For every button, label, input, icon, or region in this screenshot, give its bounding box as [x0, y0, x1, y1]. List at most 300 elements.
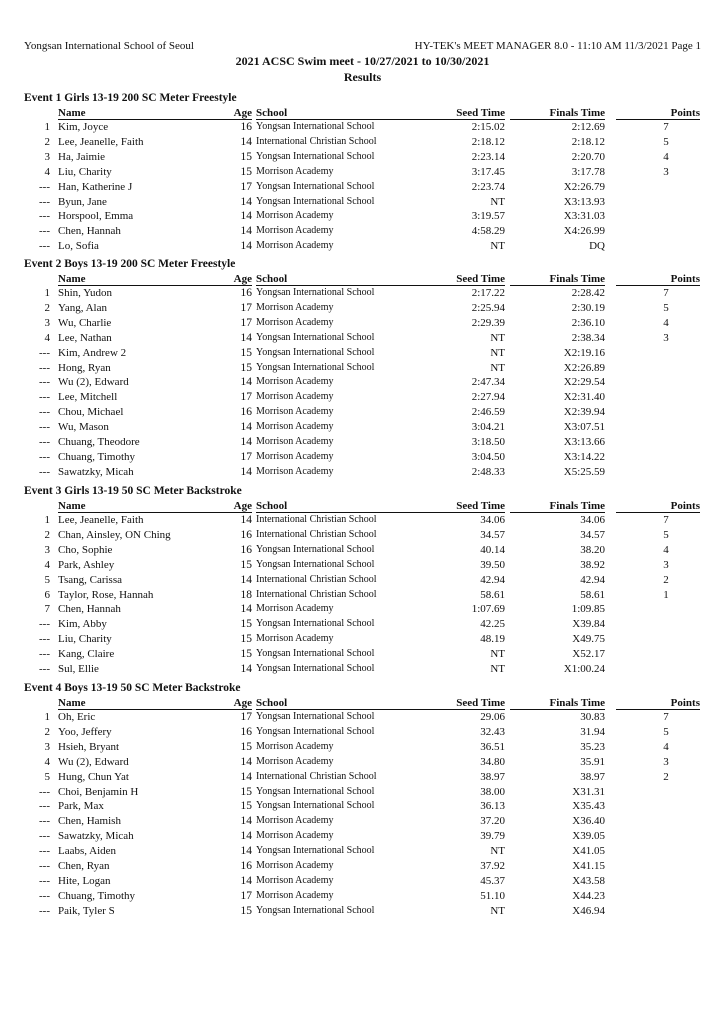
seed-time: 37.92: [480, 860, 505, 872]
result-row: [24, 603, 704, 618]
swimmer-age: 18: [240, 588, 252, 601]
finals-time: X41.05: [572, 845, 605, 858]
col-header-points: Points: [616, 273, 700, 286]
column-header-row: [24, 107, 704, 120]
swimmer-school: Morrison Academy: [256, 316, 334, 328]
finals-time: X39.84: [572, 618, 605, 631]
finals-time: X3:13.93: [563, 195, 605, 208]
points-cell: 3: [663, 755, 669, 768]
software-stamp: HY-TEK's MEET MANAGER 8.0 - 11:10 AM 11/3/2021 Page 1: [414, 40, 701, 52]
swimmer-age: 14: [240, 331, 252, 344]
swimmer-name: Wu (2), Edward: [58, 755, 129, 768]
swimmer-age: 17: [240, 889, 252, 902]
place-cell: ---: [39, 889, 50, 902]
swimmer-school: Morrison Academy: [256, 740, 334, 752]
place-cell: 2: [44, 301, 50, 314]
result-row: [24, 648, 704, 663]
place-cell: ---: [39, 406, 50, 419]
result-row: [24, 181, 704, 196]
swimmer-school: Morrison Academy: [256, 603, 334, 615]
points-cell: 3: [663, 331, 669, 344]
swimmer-name: Hung, Chun Yat: [58, 770, 129, 783]
swimmer-name: Sawatzky, Micah: [58, 830, 134, 843]
col-header-finals-time: Finals Time: [510, 107, 605, 120]
swimmer-school: Yongsan International School: [256, 800, 375, 812]
result-row: [24, 136, 704, 151]
swimmer-name: Hong, Ryan: [58, 361, 111, 374]
seed-time: NT: [490, 845, 505, 858]
swimmer-school: Morrison Academy: [256, 210, 334, 222]
event-title: Event 2 Boys 13-19 200 SC Meter Freestyle: [24, 258, 236, 270]
seed-time: 29.06: [480, 711, 505, 723]
place-cell: ---: [39, 800, 50, 813]
swimmer-age: 14: [240, 436, 252, 448]
finals-time: X52.17: [572, 648, 605, 661]
col-header-age: Age: [224, 107, 252, 120]
swimmer-school: International Christian School: [256, 514, 377, 525]
swimmer-age: 15: [240, 904, 252, 917]
swimmer-school: Yongsan International School: [256, 180, 375, 192]
finals-time: 31.94: [580, 725, 605, 738]
seed-time: 3:18.50: [471, 436, 505, 448]
swimmer-name: Chen, Hannah: [58, 603, 121, 616]
swimmer-age: 14: [240, 376, 252, 389]
seed-time: 37.20: [480, 815, 505, 828]
place-cell: ---: [39, 648, 50, 661]
seed-time: 2:25.94: [471, 301, 505, 314]
swimmer-name: Lee, Jeanelle, Faith: [58, 514, 144, 526]
result-row: [24, 618, 704, 633]
col-header-name: Name: [58, 273, 224, 286]
finals-time: 35.91: [580, 755, 605, 768]
swimmer-name: Taylor, Rose, Hannah: [58, 588, 154, 601]
seed-time: 36.51: [480, 740, 505, 753]
swimmer-school: Morrison Academy: [256, 755, 334, 767]
result-row: [24, 905, 704, 920]
seed-time: 39.79: [480, 830, 505, 843]
event-title: Event 3 Girls 13-19 50 SC Meter Backstroke: [24, 485, 242, 497]
swimmer-name: Ha, Jaimie: [58, 150, 106, 163]
result-row: [24, 210, 704, 225]
swimmer-age: 14: [240, 195, 252, 208]
place-cell: 7: [44, 603, 50, 616]
finals-time: 34.06: [580, 514, 605, 526]
result-row: [24, 559, 704, 574]
finals-time: 2:18.12: [571, 135, 605, 148]
event-title: Event 1 Girls 13-19 200 SC Meter Freestyle: [24, 92, 237, 104]
swimmer-school: Morrison Academy: [256, 240, 334, 252]
points-cell: 4: [663, 150, 669, 163]
swimmer-school: Yongsan International School: [256, 150, 375, 162]
place-cell: 1: [44, 121, 50, 133]
swimmer-age: 14: [240, 135, 252, 148]
swimmer-school: Morrison Academy: [256, 465, 334, 477]
swimmer-age: 14: [240, 514, 252, 526]
swimmer-name: Chen, Hannah: [58, 225, 121, 238]
place-cell: 4: [44, 165, 50, 178]
swimmer-school: Morrison Academy: [256, 421, 334, 433]
points-cell: 4: [663, 543, 669, 556]
swimmer-school: International Christian School: [256, 770, 377, 782]
swimmer-age: 17: [240, 711, 252, 723]
swimmer-school: Yongsan International School: [256, 618, 375, 630]
seed-time: NT: [490, 904, 505, 917]
swimmer-age: 15: [240, 346, 252, 359]
swimmer-name: Chuang, Timothy: [58, 889, 136, 902]
result-row: [24, 726, 704, 741]
swimmer-age: 14: [240, 755, 252, 768]
place-cell: 4: [44, 558, 50, 571]
swimmer-name: Cho, Sophie: [58, 543, 113, 556]
swimmer-age: 16: [240, 543, 252, 556]
points-cell: 7: [663, 121, 669, 133]
finals-time: X5:25.59: [563, 465, 605, 478]
swimmer-school: International Christian School: [256, 588, 377, 600]
swimmer-name: Park, Max: [58, 800, 104, 813]
seed-time: 2:23.74: [471, 180, 505, 193]
result-row: [24, 633, 704, 648]
seed-time: 42.94: [480, 573, 505, 586]
finals-time: 2:20.70: [571, 150, 605, 163]
result-row: [24, 589, 704, 604]
swimmer-school: Morrison Academy: [256, 860, 334, 871]
place-cell: 2: [44, 528, 50, 541]
result-row: [24, 845, 704, 860]
swimmer-age: 14: [240, 845, 252, 858]
result-row: [24, 451, 704, 466]
finals-time: X43.58: [572, 874, 605, 887]
results-heading: Results: [343, 70, 382, 84]
points-cell: 7: [663, 711, 669, 723]
finals-time: 1:09.85: [571, 603, 605, 616]
swimmer-school: Yongsan International School: [256, 121, 375, 132]
swimmer-school: Yongsan International School: [256, 543, 375, 555]
points-cell: 4: [663, 316, 669, 329]
swimmer-age: 15: [240, 740, 252, 753]
place-cell: ---: [39, 465, 50, 478]
swimmer-school: Morrison Academy: [256, 436, 334, 447]
swimmer-name: Sawatzky, Micah: [58, 465, 134, 478]
swimmer-name: Lee, Mitchell: [58, 391, 118, 404]
place-cell: ---: [39, 240, 50, 253]
place-cell: ---: [39, 618, 50, 631]
seed-time: 32.43: [480, 725, 505, 738]
swimmer-name: Chou, Michael: [58, 406, 124, 419]
swimmer-age: 15: [240, 361, 252, 374]
seed-time: 3:04.50: [471, 450, 505, 463]
column-header-row: [24, 697, 704, 710]
result-row: [24, 406, 704, 421]
finals-time: X49.75: [572, 633, 605, 646]
swimmer-age: 17: [240, 391, 252, 404]
swimmer-name: Park, Ashley: [58, 558, 115, 571]
result-row: [24, 800, 704, 815]
result-row: [24, 391, 704, 406]
swimmer-name: Chuang, Timothy: [58, 450, 136, 463]
seed-time: 2:23.14: [471, 150, 505, 163]
place-cell: ---: [39, 845, 50, 858]
swimmer-school: Yongsan International School: [256, 361, 375, 373]
seed-time: 4:58.29: [471, 225, 505, 238]
swimmer-school: Morrison Academy: [256, 889, 334, 901]
swimmer-name: Wu, Charlie: [58, 316, 112, 329]
swimmer-name: Lo, Sofia: [58, 240, 99, 253]
swimmer-name: Shin, Yudon: [58, 287, 112, 299]
place-cell: ---: [39, 361, 50, 374]
place-cell: 1: [44, 514, 50, 526]
swimmer-name: Paik, Tyler S: [58, 904, 115, 917]
col-header-finals-time: Finals Time: [510, 500, 605, 513]
finals-time: X31.31: [572, 785, 605, 798]
result-row: [24, 121, 704, 136]
swimmer-age: 15: [240, 785, 252, 798]
place-cell: 3: [44, 150, 50, 163]
seed-time: 2:29.39: [471, 316, 505, 329]
place-cell: ---: [39, 376, 50, 389]
place-cell: 3: [44, 740, 50, 753]
place-cell: ---: [39, 874, 50, 887]
swimmer-name: Choi, Benjamin H: [58, 785, 139, 798]
finals-time: 2:28.42: [571, 287, 605, 299]
col-header-age: Age: [224, 273, 252, 286]
finals-time: X2:31.40: [563, 391, 605, 404]
swimmer-age: 14: [240, 225, 252, 238]
result-row: [24, 890, 704, 905]
swimmer-name: Han, Katherine J: [58, 180, 133, 193]
seed-time: 2:15.02: [471, 121, 505, 133]
finals-time: 2:38.34: [571, 331, 605, 344]
seed-time: NT: [490, 663, 505, 675]
place-cell: ---: [39, 785, 50, 798]
seed-time: 2:46.59: [471, 406, 505, 419]
event-title: Event 4 Boys 13-19 50 SC Meter Backstroke: [24, 682, 241, 694]
col-header-school: School: [256, 273, 404, 286]
finals-time: X2:26.79: [563, 180, 605, 193]
place-cell: ---: [39, 830, 50, 843]
points-cell: 5: [663, 725, 669, 738]
place-cell: 1: [44, 287, 50, 299]
swimmer-age: 15: [240, 633, 252, 646]
place-cell: ---: [39, 421, 50, 434]
col-header-seed-time: Seed Time: [404, 500, 505, 513]
seed-time: NT: [490, 195, 505, 208]
col-header-seed-time: Seed Time: [404, 273, 505, 286]
finals-time: 35.23: [580, 740, 605, 753]
result-row: [24, 529, 704, 544]
finals-time: 3:17.78: [571, 165, 605, 178]
place-cell: ---: [39, 210, 50, 223]
finals-time: X36.40: [572, 815, 605, 828]
swimmer-school: International Christian School: [256, 573, 377, 585]
seed-time: 58.61: [480, 588, 505, 601]
result-row: [24, 317, 704, 332]
swimmer-school: Yongsan International School: [256, 904, 375, 916]
col-header-finals-time: Finals Time: [510, 273, 605, 286]
swimmer-age: 15: [240, 800, 252, 813]
swimmer-school: Morrison Academy: [256, 633, 334, 645]
col-header-points: Points: [616, 107, 700, 120]
swimmer-age: 16: [240, 860, 252, 872]
result-row: [24, 240, 704, 255]
points-cell: 2: [663, 770, 669, 783]
swimmer-age: 16: [240, 287, 252, 299]
seed-time: NT: [490, 648, 505, 661]
finals-time: 2:30.19: [571, 301, 605, 314]
result-row: [24, 196, 704, 211]
swimmer-school: Morrison Academy: [256, 830, 334, 842]
swimmer-school: Morrison Academy: [256, 391, 334, 403]
col-header-points: Points: [616, 500, 700, 513]
swimmer-age: 15: [240, 618, 252, 631]
place-cell: 2: [44, 135, 50, 148]
points-cell: 5: [663, 301, 669, 314]
swimmer-name: Yoo, Jeffery: [58, 725, 112, 738]
place-cell: ---: [39, 860, 50, 872]
swimmer-school: International Christian School: [256, 528, 377, 540]
swimmer-name: Kim, Andrew 2: [58, 346, 127, 359]
swimmer-age: 16: [240, 121, 252, 133]
result-row: [24, 302, 704, 317]
finals-time: X3:14.22: [563, 450, 605, 463]
col-header-age: Age: [224, 500, 252, 513]
finals-time: X35.43: [572, 800, 605, 813]
swimmer-name: Kim, Joyce: [58, 121, 109, 133]
result-row: [24, 574, 704, 589]
finals-time: X2:29.54: [563, 376, 605, 389]
seed-time: 42.25: [480, 618, 505, 631]
seed-time: 51.10: [480, 889, 505, 902]
place-cell: ---: [39, 436, 50, 448]
finals-time: 38.20: [580, 543, 605, 556]
swimmer-name: Byun, Jane: [58, 195, 107, 208]
place-cell: 5: [44, 770, 50, 783]
swimmer-name: Liu, Charity: [58, 165, 112, 178]
swimmer-name: Horspool, Emma: [58, 210, 134, 223]
swimmer-age: 15: [240, 165, 252, 178]
finals-time: 2:36.10: [571, 316, 605, 329]
swimmer-school: Yongsan International School: [256, 287, 375, 298]
swimmer-age: 16: [240, 725, 252, 738]
result-row: [24, 376, 704, 391]
result-row: [24, 332, 704, 347]
swimmer-name: Tsang, Carissa: [58, 573, 122, 586]
col-header-points: Points: [616, 697, 700, 710]
result-row: [24, 756, 704, 771]
finals-time: 30.83: [580, 711, 605, 723]
swimmer-school: Yongsan International School: [256, 195, 375, 207]
meet-title: 2021 ACSC Swim meet - 10/27/2021 to 10/30/2021: [235, 54, 490, 68]
swimmer-age: 17: [240, 301, 252, 314]
swimmer-name: Kim, Abby: [58, 618, 107, 631]
swimmer-school: International Christian School: [256, 135, 377, 147]
col-header-name: Name: [58, 500, 224, 513]
points-cell: 3: [663, 558, 669, 571]
swimmer-name: Chan, Ainsley, ON Ching: [58, 528, 171, 541]
finals-time: 58.61: [580, 588, 605, 601]
swimmer-name: Lee, Jeanelle, Faith: [58, 135, 144, 148]
swimmer-school: Yongsan International School: [256, 711, 375, 722]
result-row: [24, 711, 704, 726]
finals-time: X44.23: [572, 889, 605, 902]
place-cell: ---: [39, 450, 50, 463]
place-cell: ---: [39, 391, 50, 404]
swimmer-name: Sul, Ellie: [58, 663, 99, 675]
place-cell: ---: [39, 346, 50, 359]
points-cell: 7: [663, 514, 669, 526]
seed-time: 38.00: [480, 785, 505, 798]
finals-time: X3:13.66: [563, 436, 605, 448]
col-header-school: School: [256, 107, 404, 120]
seed-time: 2:17.22: [471, 287, 505, 299]
swimmer-school: Yongsan International School: [256, 331, 375, 343]
seed-time: NT: [490, 240, 505, 253]
result-row: [24, 830, 704, 845]
finals-time: X3:07.51: [563, 421, 605, 434]
result-row: [24, 771, 704, 786]
swimmer-school: Yongsan International School: [256, 663, 375, 674]
seed-time: 3:04.21: [471, 421, 505, 434]
swimmer-age: 14: [240, 240, 252, 253]
seed-time: 40.14: [480, 543, 505, 556]
swimmer-name: Oh, Eric: [58, 711, 96, 723]
result-row: [24, 466, 704, 481]
place-cell: ---: [39, 633, 50, 646]
finals-time: X41.15: [572, 860, 605, 872]
finals-time: 42.94: [580, 573, 605, 586]
col-header-seed-time: Seed Time: [404, 107, 505, 120]
swimmer-age: 15: [240, 150, 252, 163]
swimmer-age: 17: [240, 450, 252, 463]
swimmer-age: 16: [240, 406, 252, 419]
result-row: [24, 347, 704, 362]
result-row: [24, 875, 704, 890]
col-header-seed-time: Seed Time: [404, 697, 505, 710]
seed-time: 39.50: [480, 558, 505, 571]
seed-time: 2:47.34: [471, 376, 505, 389]
swimmer-age: 14: [240, 663, 252, 675]
finals-time: X2:26.89: [563, 361, 605, 374]
swimmer-name: Chuang, Theodore: [58, 436, 140, 448]
swimmer-name: Laabs, Aiden: [58, 845, 117, 858]
swimmer-age: 14: [240, 573, 252, 586]
finals-time: X39.05: [572, 830, 605, 843]
seed-time: 34.57: [480, 528, 505, 541]
result-row: [24, 225, 704, 240]
result-row: [24, 421, 704, 436]
seed-time: 3:17.45: [471, 165, 505, 178]
points-cell: 5: [663, 135, 669, 148]
points-cell: 1: [663, 588, 669, 601]
swimmer-age: 14: [240, 874, 252, 887]
swimmer-school: Morrison Academy: [256, 406, 334, 418]
col-header-age: Age: [224, 697, 252, 710]
swimmer-name: Yang, Alan: [58, 301, 108, 314]
swimmer-name: Lee, Nathan: [58, 331, 112, 344]
finals-time: X46.94: [572, 904, 605, 917]
result-row: [24, 741, 704, 756]
swimmer-school: Yongsan International School: [256, 845, 375, 857]
seed-time: 34.80: [480, 755, 505, 768]
swimmer-school: Morrison Academy: [256, 165, 334, 177]
swimmer-school: Morrison Academy: [256, 301, 334, 313]
place-cell: ---: [39, 225, 50, 238]
seed-time: 36.13: [480, 800, 505, 813]
place-cell: 6: [44, 588, 50, 601]
host-school: Yongsan International School of Seoul: [24, 40, 194, 52]
swimmer-age: 16: [240, 528, 252, 541]
seed-time: 2:27.94: [471, 391, 505, 404]
finals-time: X1:00.24: [563, 663, 605, 675]
